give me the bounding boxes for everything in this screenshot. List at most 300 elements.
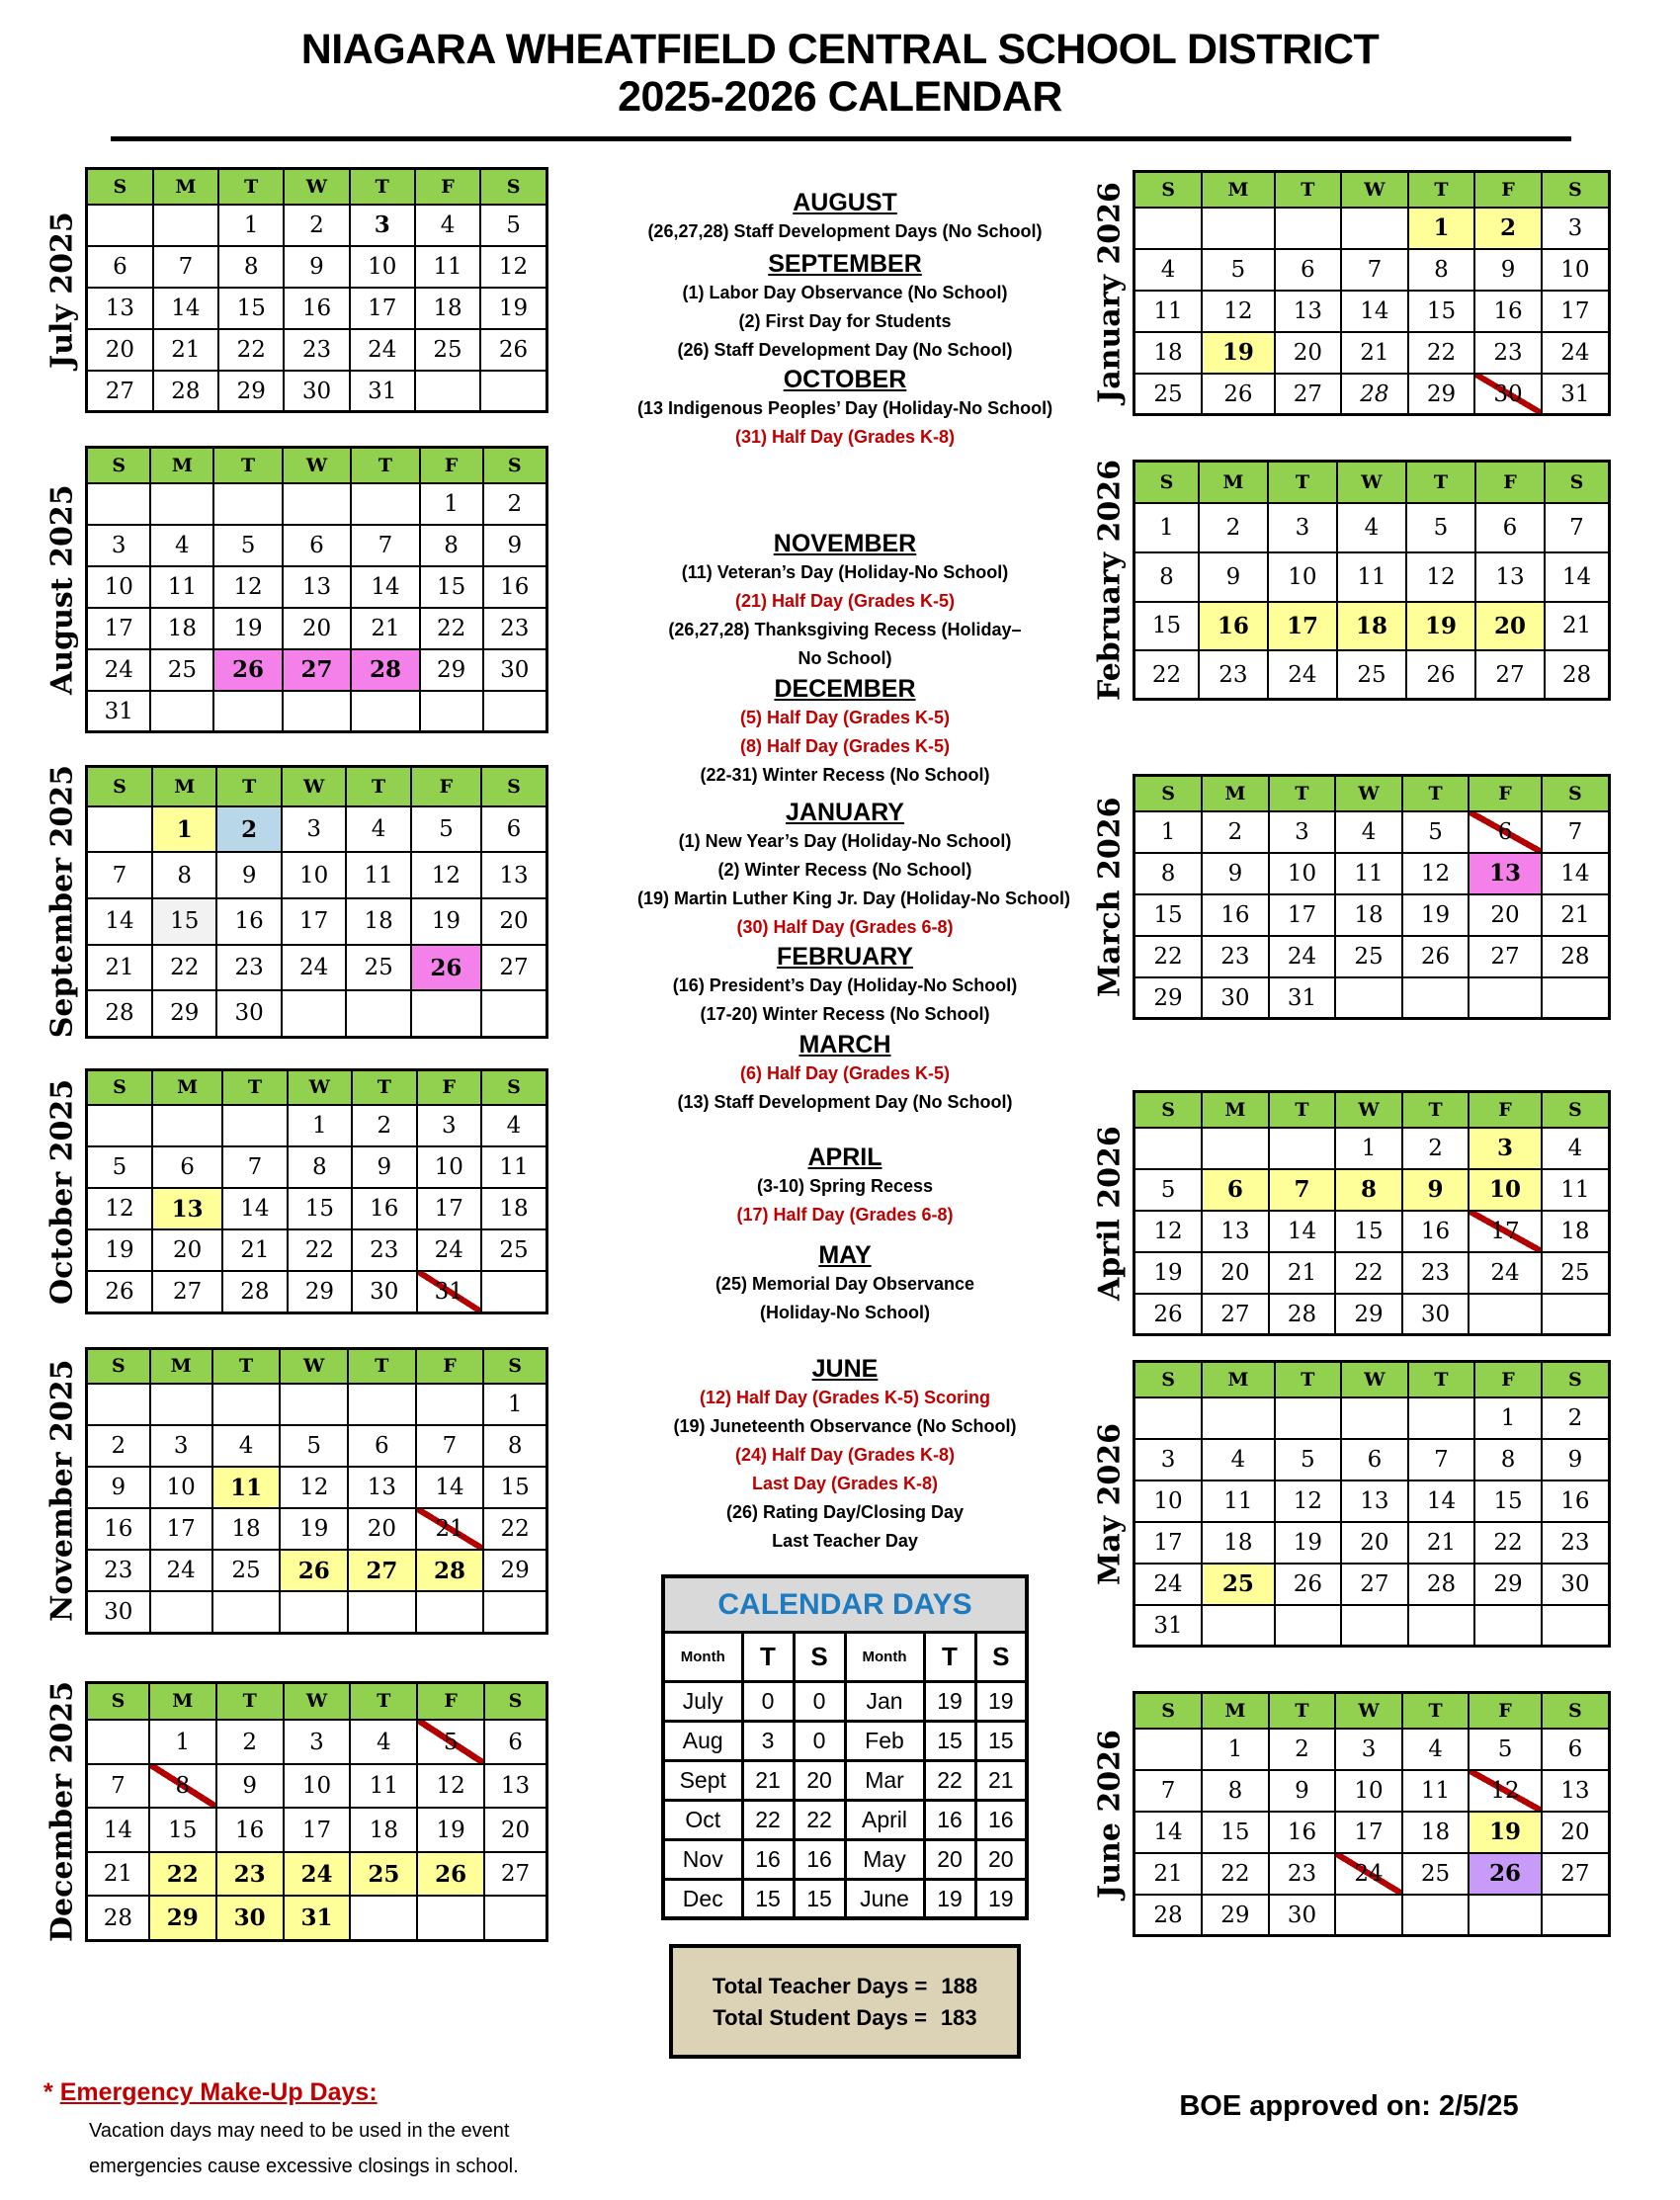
day-cell: 10	[1469, 1169, 1541, 1211]
calendar-grid	[1133, 774, 1611, 1020]
day-cell: 22	[483, 1508, 546, 1550]
day-cell: 1	[483, 1384, 546, 1425]
weekday-header-cell: W	[1335, 1092, 1402, 1128]
day-cell: 7	[1269, 1169, 1336, 1211]
calendar-july-2025	[40, 167, 548, 413]
day-cell	[484, 1896, 546, 1940]
day-cell	[348, 1384, 416, 1425]
note-month-heading: NOVEMBER	[773, 530, 917, 558]
total-student-days	[681, 2005, 1009, 2031]
calendar-days-row	[663, 1760, 1027, 1800]
day-cell: 31	[350, 371, 415, 412]
day-cell: 12	[1134, 1211, 1203, 1252]
calendar-days-header-teacher: T	[924, 1632, 975, 1681]
day-cell: 31	[87, 691, 151, 732]
weekday-header-cell: S	[1542, 1362, 1610, 1397]
day-cell: 15	[1335, 1211, 1402, 1252]
weekday-header-cell: T	[352, 1069, 416, 1105]
day-cell: 22	[1474, 1522, 1542, 1564]
day-cell: 17	[350, 288, 415, 329]
total-student-days-label: Total Student Days =	[713, 2005, 927, 2031]
weekday-header-cell: M	[152, 767, 216, 806]
day-cell: 26	[1134, 1294, 1203, 1335]
note-month-heading: JANUARY	[786, 799, 904, 827]
day-cell	[213, 483, 282, 525]
day-cell: 23	[87, 1550, 150, 1591]
week-row	[1134, 977, 1610, 1019]
note-line: (2) First Day for Students	[738, 311, 952, 332]
day-cell: 7	[1542, 811, 1610, 853]
note-line: Last Teacher Day	[772, 1531, 918, 1552]
calendar-days-count-cell: 19	[975, 1681, 1027, 1721]
weekday-header-cell: S	[1134, 776, 1203, 811]
day-cell: 16	[1202, 894, 1269, 936]
calendar-days-row	[663, 1839, 1027, 1879]
day-cell: 31	[417, 1271, 481, 1312]
day-cell: 12	[411, 852, 481, 898]
weekday-header-row	[1134, 1362, 1610, 1397]
calendar-grid	[85, 765, 548, 1038]
day-cell: 8	[1474, 1439, 1542, 1481]
day-cell: 13	[1542, 1770, 1610, 1812]
footer-spacer	[637, 2059, 1052, 2178]
page-title	[0, 26, 1680, 121]
day-cell: 27	[484, 1852, 546, 1897]
week-row	[87, 1146, 547, 1188]
calendar-days-table	[661, 1574, 1029, 1920]
page-title-line1: NIAGARA WHEATFIELD CENTRAL SCHOOL DISTRICT	[300, 26, 1380, 73]
page-title-line2: 2025-2026 CALENDAR	[618, 73, 1062, 122]
week-row	[87, 1229, 547, 1271]
week-row	[87, 1591, 547, 1633]
day-cell: 15	[1474, 1481, 1542, 1522]
week-row	[87, 1105, 547, 1146]
note-august	[637, 188, 1052, 246]
day-cell: 4	[415, 205, 480, 246]
calendar-grid	[85, 167, 548, 413]
calendar-august-2025	[40, 446, 548, 733]
day-cell: 9	[1269, 1770, 1336, 1812]
day-cell: 20	[87, 329, 153, 371]
day-cell: 4	[346, 806, 410, 853]
weekday-header-cell: F	[420, 448, 483, 483]
week-row	[1134, 1211, 1610, 1252]
day-cell: 18	[212, 1508, 281, 1550]
weekday-header-cell: T	[218, 169, 284, 205]
week-row	[87, 1720, 547, 1764]
day-cell: 19	[213, 608, 282, 649]
day-cell: 30	[216, 990, 281, 1037]
calendar-days-count-cell: 22	[924, 1760, 975, 1800]
weekday-header-cell: S	[1542, 172, 1610, 208]
day-cell: 12	[213, 566, 282, 608]
day-cell: 25	[1202, 1564, 1274, 1605]
day-cell: 17	[1469, 1211, 1541, 1252]
day-cell: 22	[1202, 1853, 1269, 1895]
day-cell: 3	[150, 1425, 212, 1467]
calendar-days-count-cell: 16	[742, 1839, 794, 1879]
note-month-heading: MAY	[818, 1241, 872, 1270]
day-cell: 2	[284, 205, 349, 246]
week-row	[1134, 503, 1610, 552]
weekday-header-cell: S	[1134, 172, 1203, 208]
day-cell: 3	[1268, 503, 1337, 552]
day-cell: 9	[216, 852, 281, 898]
day-cell: 20	[1275, 332, 1342, 374]
day-cell	[222, 1105, 287, 1146]
note-february	[637, 942, 1052, 1029]
day-cell: 24	[282, 945, 346, 991]
calendar-november-2025	[40, 1347, 548, 1635]
calendar-grid	[85, 1068, 548, 1314]
weekday-header-cell: S	[481, 1069, 547, 1105]
day-cell: 18	[1134, 332, 1203, 374]
day-cell: 24	[87, 649, 151, 691]
calendar-days-count-cell: 16	[794, 1839, 845, 1879]
day-cell	[1402, 977, 1470, 1019]
day-cell: 26	[1202, 374, 1274, 415]
day-cell: 18	[350, 1808, 417, 1852]
note-line: (2) Winter Recess (No School)	[717, 860, 972, 881]
main-columns	[0, 161, 1680, 2059]
day-cell: 5	[1406, 503, 1475, 552]
day-cell: 25	[1337, 650, 1406, 700]
calendar-days-header-student: S	[975, 1632, 1027, 1681]
week-row	[87, 945, 547, 991]
day-cell	[87, 1384, 150, 1425]
weekday-header-cell: S	[1542, 1693, 1610, 1729]
day-cell: 19	[1469, 1812, 1541, 1853]
day-cell: 29	[420, 649, 483, 691]
day-cell: 21	[1542, 894, 1610, 936]
weekday-header-cell: S	[483, 448, 547, 483]
day-cell	[282, 990, 346, 1037]
day-cell: 21	[87, 1852, 149, 1897]
day-cell: 14	[416, 1467, 484, 1508]
day-cell: 1	[1474, 1397, 1542, 1439]
day-cell: 24	[150, 1550, 212, 1591]
weekday-header-cell: T	[1275, 172, 1342, 208]
day-cell: 17	[282, 898, 346, 945]
weekday-header-cell: M	[153, 169, 218, 205]
week-row	[1134, 1169, 1610, 1211]
weekday-header-cell: M	[152, 1069, 222, 1105]
day-cell: 19	[1202, 332, 1274, 374]
day-cell: 11	[481, 1146, 547, 1188]
weekday-header-cell: S	[1134, 1092, 1203, 1128]
day-cell: 23	[1269, 1853, 1336, 1895]
day-cell: 30	[216, 1896, 284, 1940]
day-cell: 19	[87, 1229, 153, 1271]
calendar-days-header-month: Month	[663, 1632, 742, 1681]
day-cell	[1335, 1895, 1402, 1936]
week-row	[1134, 1439, 1610, 1481]
weekday-header-cell: W	[1335, 1693, 1402, 1729]
day-cell	[1542, 977, 1610, 1019]
note-line: (5) Half Day (Grades K-5)	[739, 708, 951, 728]
day-cell: 18	[1337, 602, 1406, 651]
calendar-days-row	[663, 1721, 1027, 1760]
note-line: (25) Memorial Day Observance	[714, 1274, 975, 1295]
day-cell: 10	[350, 246, 415, 288]
day-cell: 29	[149, 1896, 216, 1940]
day-cell: 14	[351, 566, 419, 608]
day-cell: 4	[150, 525, 213, 566]
day-cell: 10	[282, 852, 346, 898]
day-cell: 22	[152, 945, 216, 991]
weekday-header-cell: W	[284, 169, 349, 205]
day-cell: 3	[1335, 1729, 1402, 1770]
day-cell: 28	[153, 371, 218, 412]
day-cell: 8	[288, 1146, 352, 1188]
weekday-header-cell: W	[280, 1348, 348, 1384]
day-cell: 16	[216, 898, 281, 945]
calendar-days-count-cell: 15	[924, 1721, 975, 1760]
day-cell: 16	[284, 288, 349, 329]
week-row	[87, 1550, 547, 1591]
day-cell: 6	[1202, 1169, 1269, 1211]
day-cell: 8	[1408, 249, 1475, 291]
week-row	[1134, 602, 1610, 651]
calendar-days-count-cell: 0	[794, 1681, 845, 1721]
note-line: (1) New Year’s Day (Holiday-No School)	[678, 831, 1012, 852]
day-cell: 23	[1199, 650, 1268, 700]
day-cell: 17	[1269, 894, 1336, 936]
day-cell: 1	[218, 205, 284, 246]
day-cell	[416, 1591, 484, 1633]
calendar-grid	[1133, 1090, 1611, 1336]
total-teacher-days	[681, 1974, 1009, 1999]
weekday-header-cell: S	[87, 169, 153, 205]
day-cell: 17	[1335, 1812, 1402, 1853]
day-cell: 27	[1475, 650, 1545, 700]
note-line: (11) Veteran’s Day (Holiday-No School)	[681, 562, 1009, 583]
week-row	[87, 205, 547, 246]
calendar-page	[0, 26, 1680, 2200]
calendar-days-row	[663, 1681, 1027, 1721]
day-cell: 13	[1475, 552, 1545, 602]
calendar-days-month-cell: Feb	[845, 1721, 924, 1760]
day-cell: 29	[1474, 1564, 1542, 1605]
weekday-header-cell: T	[1402, 776, 1470, 811]
week-row	[87, 806, 547, 853]
day-cell: 14	[87, 1808, 149, 1852]
day-cell: 25	[1134, 374, 1203, 415]
day-cell: 10	[417, 1146, 481, 1188]
day-cell: 25	[481, 1229, 547, 1271]
day-cell: 18	[415, 288, 480, 329]
day-cell: 11	[1202, 1481, 1274, 1522]
day-cell: 1	[1134, 811, 1203, 853]
day-cell: 24	[1134, 1564, 1203, 1605]
day-cell: 15	[483, 1467, 546, 1508]
note-line: (13) Staff Development Day (No School)	[677, 1092, 1013, 1113]
weekday-header-cell: S	[87, 1682, 149, 1720]
calendar-month-label: October 2025	[44, 1078, 80, 1305]
day-cell	[150, 691, 213, 732]
weekday-header-cell: W	[1341, 172, 1408, 208]
weekday-header-cell: T	[1268, 462, 1337, 504]
calendar-days-month-cell: Mar	[845, 1760, 924, 1800]
day-cell: 13	[1275, 291, 1342, 332]
weekday-header-cell: S	[1134, 1362, 1203, 1397]
day-cell: 24	[1269, 936, 1336, 977]
day-cell: 22	[149, 1852, 216, 1897]
day-cell: 17	[1542, 291, 1610, 332]
day-cell: 3	[1542, 208, 1610, 249]
calendar-days-header-teacher: T	[742, 1632, 794, 1681]
day-cell: 23	[216, 1852, 284, 1897]
week-row	[1134, 249, 1610, 291]
day-cell: 30	[87, 1591, 150, 1633]
day-cell: 9	[87, 1467, 150, 1508]
day-cell: 1	[149, 1720, 216, 1764]
day-cell: 13	[283, 566, 351, 608]
note-month-heading: FEBRUARY	[777, 943, 913, 972]
calendar-days-count-cell: 22	[742, 1800, 794, 1839]
day-cell: 26	[417, 1852, 484, 1897]
emergency-asterisk: *	[43, 2078, 60, 2107]
day-cell: 13	[87, 288, 153, 329]
day-cell: 12	[1402, 853, 1470, 894]
day-cell	[87, 205, 153, 246]
day-cell: 23	[1542, 1522, 1610, 1564]
day-cell: 13	[484, 1764, 546, 1809]
day-cell: 16	[483, 566, 547, 608]
day-cell	[150, 1591, 212, 1633]
note-line: No School)	[798, 648, 892, 669]
weekday-header-cell: M	[1202, 172, 1274, 208]
day-cell	[1335, 977, 1402, 1019]
day-cell	[1408, 1397, 1475, 1439]
day-cell: 27	[1341, 1564, 1408, 1605]
week-row	[87, 608, 547, 649]
note-line: (8) Half Day (Grades K-5)	[739, 736, 951, 757]
note-month-heading: OCTOBER	[783, 366, 907, 394]
day-cell: 4	[1134, 249, 1203, 291]
day-cell: 12	[480, 246, 546, 288]
weekday-header-cell: T	[348, 1348, 416, 1384]
day-cell: 1	[1408, 208, 1475, 249]
weekday-header-cell: M	[150, 448, 213, 483]
day-cell	[348, 1591, 416, 1633]
week-row	[87, 329, 547, 371]
weekday-header-cell: S	[481, 767, 547, 806]
day-cell	[280, 1384, 348, 1425]
day-cell	[1202, 208, 1274, 249]
day-cell: 30	[483, 649, 547, 691]
day-cell: 9	[1402, 1169, 1470, 1211]
day-cell: 9	[284, 246, 349, 288]
day-cell: 3	[1134, 1439, 1203, 1481]
day-cell: 30	[1474, 374, 1542, 415]
day-cell: 2	[1402, 1128, 1470, 1169]
day-cell: 25	[1335, 936, 1402, 977]
weekday-header-cell: T	[212, 1348, 281, 1384]
weekday-header-cell: M	[1199, 462, 1268, 504]
day-cell	[152, 1105, 222, 1146]
week-row	[1134, 1895, 1610, 1936]
day-cell: 31	[1542, 374, 1610, 415]
day-cell: 20	[1542, 1812, 1610, 1853]
day-cell: 11	[1337, 552, 1406, 602]
day-cell: 12	[1469, 1770, 1541, 1812]
day-cell: 10	[150, 1467, 212, 1508]
day-cell: 4	[1335, 811, 1402, 853]
calendar-grid	[85, 1681, 548, 1942]
day-cell: 21	[1341, 332, 1408, 374]
calendar-month-label: August 2025	[44, 484, 80, 696]
day-cell: 10	[1269, 853, 1336, 894]
title-divider	[111, 136, 1571, 141]
calendar-grid	[1133, 170, 1611, 416]
day-cell: 22	[1335, 1252, 1402, 1294]
day-cell: 21	[1408, 1522, 1475, 1564]
total-teacher-days-label: Total Teacher Days =	[712, 1974, 928, 1999]
calendar-september-2025	[40, 765, 548, 1038]
note-line: (12) Half Day (Grades K-5) Scoring	[699, 1388, 991, 1408]
day-cell: 19	[280, 1508, 348, 1550]
calendar-days-count-cell: 20	[924, 1839, 975, 1879]
calendar-days-row	[663, 1800, 1027, 1839]
weekday-header-cell: W	[288, 1069, 352, 1105]
calendar-days-header-student: S	[794, 1632, 845, 1681]
weekday-header-cell: S	[1542, 776, 1610, 811]
day-cell: 27	[481, 945, 547, 991]
day-cell: 31	[1269, 977, 1336, 1019]
note-october	[637, 365, 1052, 452]
calendar-may-2026	[1087, 1360, 1611, 1648]
day-cell: 22	[1134, 650, 1199, 700]
day-cell: 17	[1268, 602, 1337, 651]
weekday-header-cell: S	[484, 1682, 546, 1720]
calendar-days-month-cell: Dec	[663, 1879, 742, 1918]
weekday-header-cell: S	[87, 1069, 153, 1105]
note-november	[637, 529, 1052, 673]
day-cell	[1202, 1605, 1274, 1647]
calendar-days-title: CALENDAR DAYS	[663, 1576, 1027, 1632]
day-cell: 12	[1275, 1481, 1342, 1522]
day-cell: 27	[1202, 1294, 1269, 1335]
day-cell	[1469, 1294, 1541, 1335]
left-calendar-column	[40, 161, 548, 1941]
weekday-header-cell: S	[1542, 1092, 1610, 1128]
week-row	[1134, 1481, 1610, 1522]
day-cell: 16	[1269, 1812, 1336, 1853]
day-cell	[212, 1384, 281, 1425]
day-cell: 12	[280, 1467, 348, 1508]
day-cell: 19	[1402, 894, 1470, 936]
day-cell: 22	[1134, 936, 1203, 977]
note-june	[637, 1354, 1052, 1556]
day-cell: 14	[1408, 1481, 1475, 1522]
weekday-header-cell: T	[346, 767, 410, 806]
day-cell	[150, 1384, 212, 1425]
day-cell: 11	[150, 566, 213, 608]
weekday-header-cell: M	[1202, 776, 1269, 811]
day-cell: 29	[1202, 1895, 1269, 1936]
day-cell	[87, 806, 153, 853]
weekday-header-cell: F	[1469, 1693, 1541, 1729]
week-row	[1134, 1397, 1610, 1439]
day-cell	[87, 1720, 149, 1764]
note-line: (6) Half Day (Grades K-5)	[739, 1063, 951, 1084]
weekday-header-cell: F	[1474, 1362, 1542, 1397]
day-cell: 25	[350, 1852, 417, 1897]
note-september	[637, 249, 1052, 365]
calendar-days-month-cell: Sept	[663, 1760, 742, 1800]
day-cell	[1542, 1294, 1610, 1335]
